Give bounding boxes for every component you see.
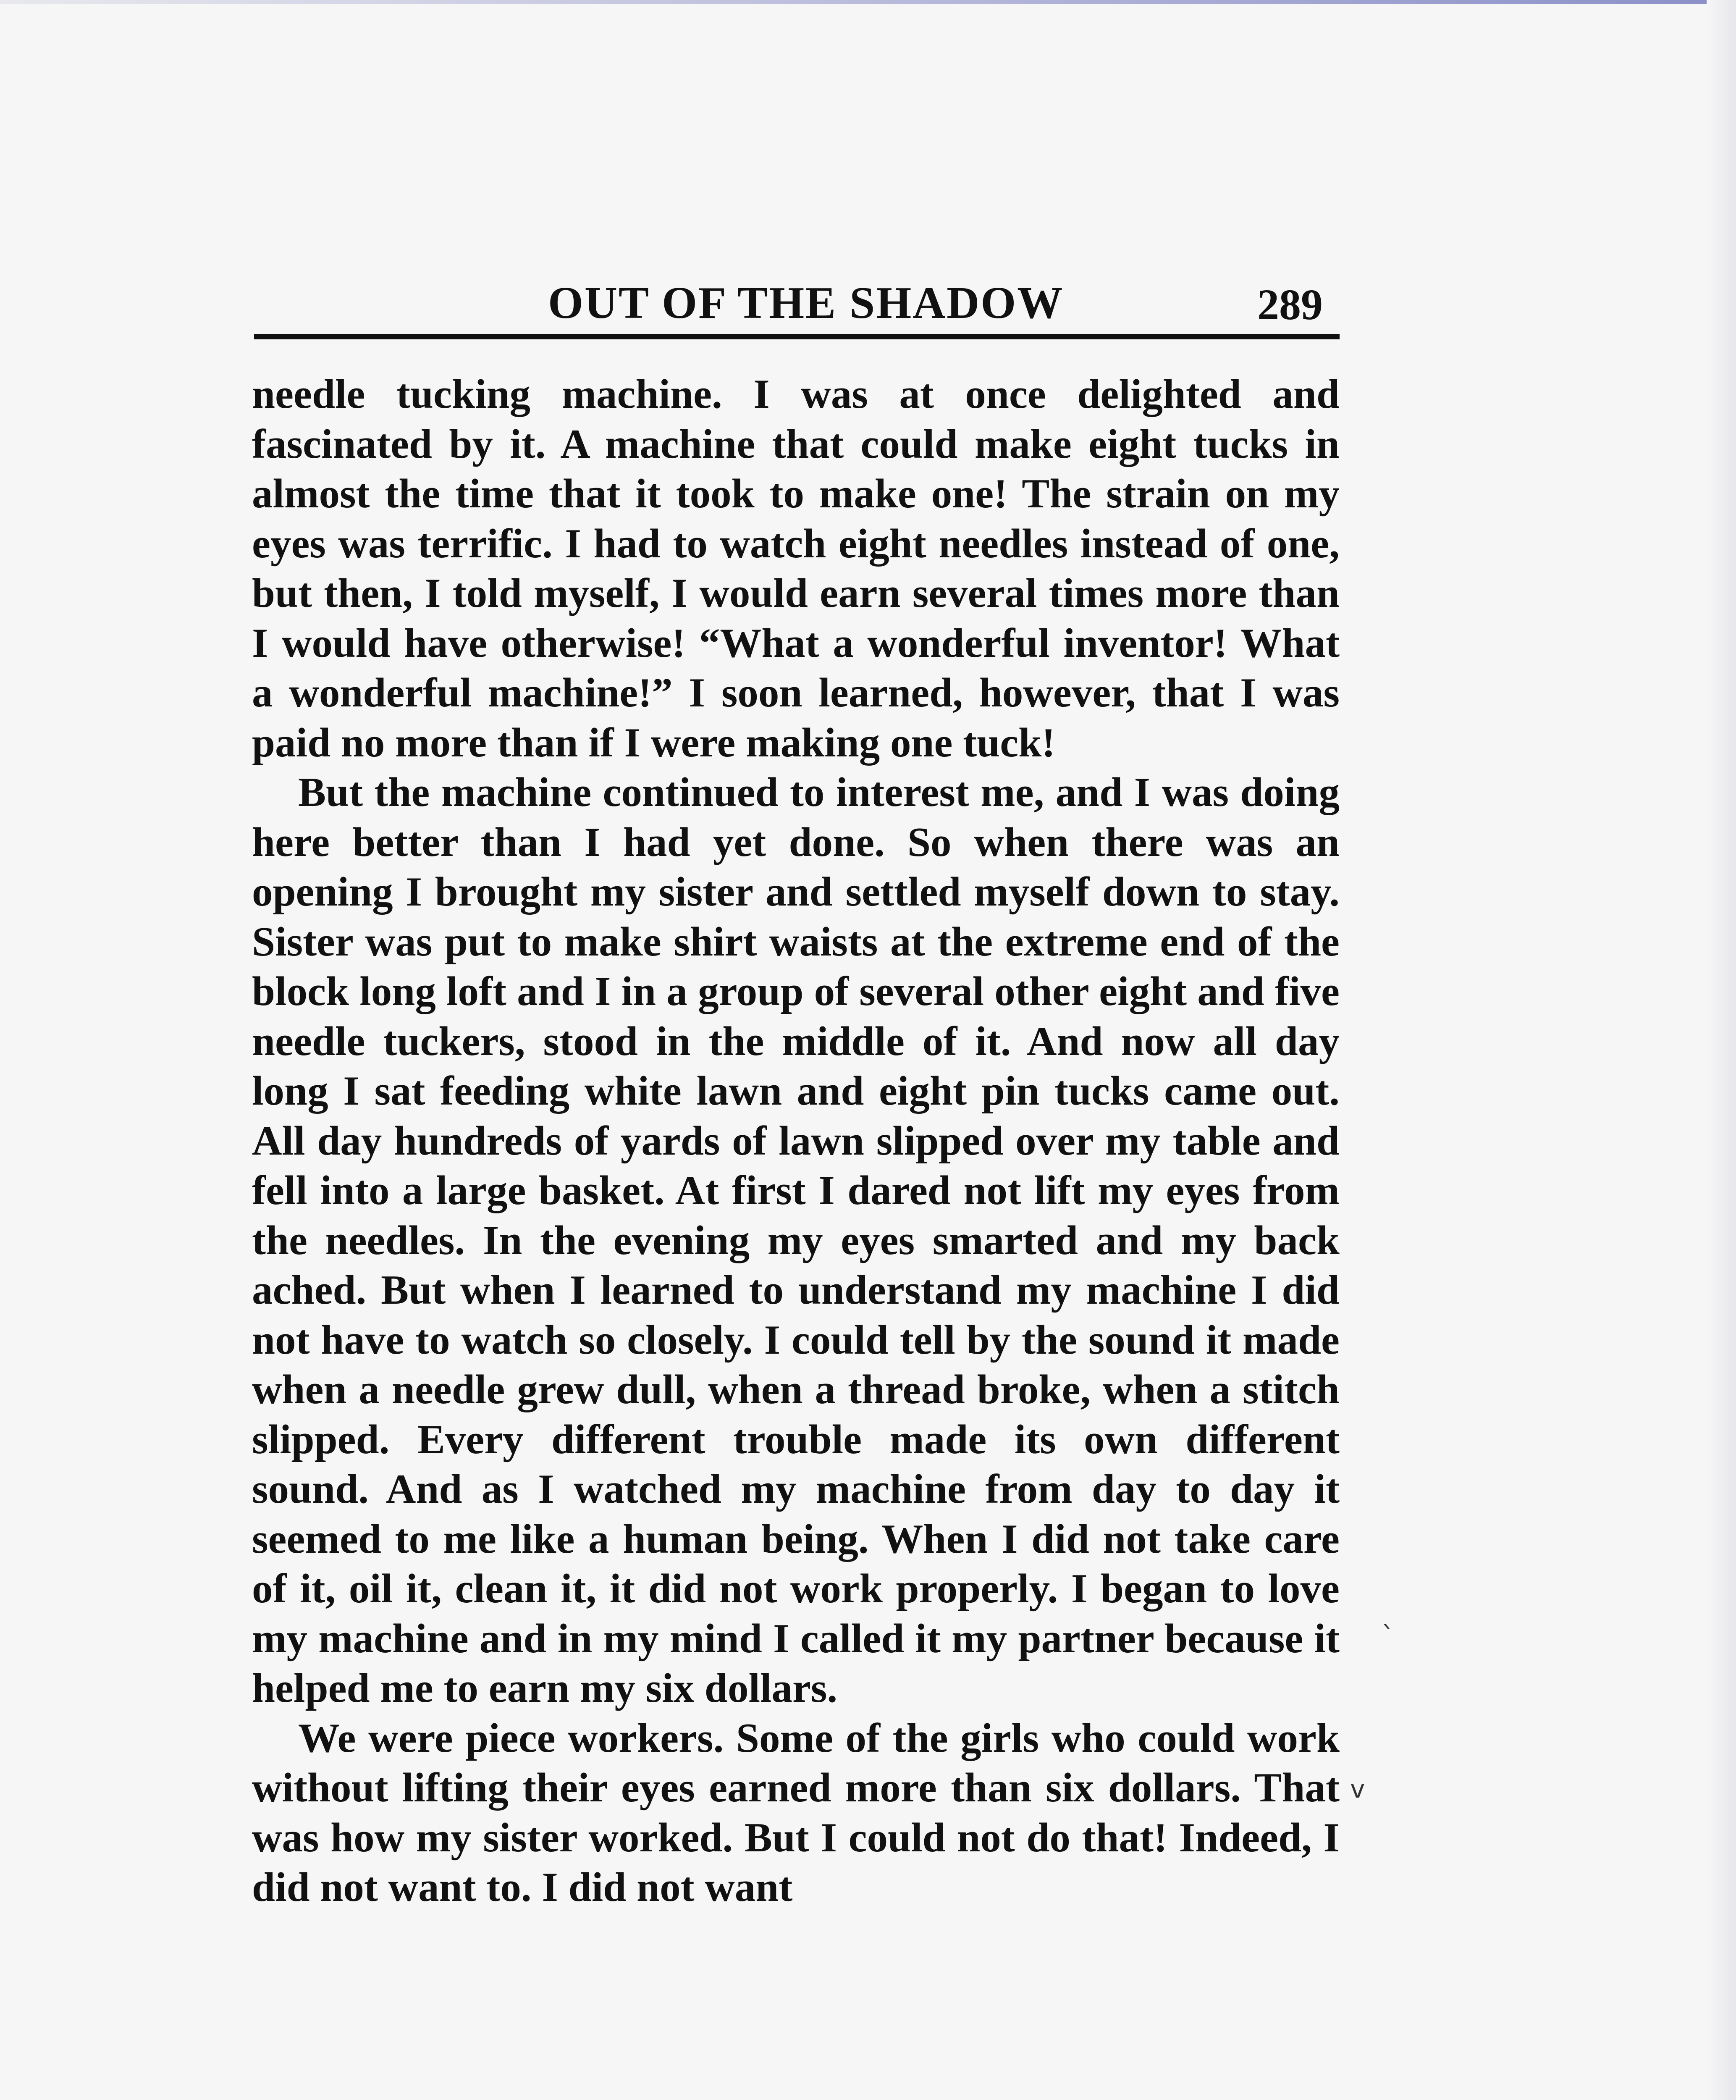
paragraph-3: We were piece workers. Some of the girls who could work without lifting their eyes earned more than six dollars. That was how my sister worked. But I could not do that! Indeed, I did not want to. I did not want	[252, 1715, 1340, 1910]
page-header	[254, 277, 1340, 336]
paragraph-1: needle tucking machine. I was at once delighted and fascinated by it. A machine that could make eight tucks in almost the time that it took to make one! The strain on my eyes was terrific. I had to watch eight needles instead of one, but then, I told myself, I would earn several times more than I would have otherwise! “What a wonderful inventor! What a wonderful machine!” I soon learned, however, that I was paid no more than if I were making one tuck!	[252, 371, 1340, 766]
paragraph-2: But the machine continued to interest me, and I was doing here better than I had yet done. So when there was an opening I brought my sister and settled myself down to stay. Sister was put to make shirt waists at the extreme end of the block long loft and I in a group of several other eight and five needle tuckers, stood in the middle of it. And now all day long I sat feeding white lawn and eight pin tucks came out. All day hundreds of yards of lawn slipped over my table and fell into a large basket. At first I dared not lift my eyes from the needles. In the evening my eyes smarted and my back ached. But when I learned to understand my machine I did not have to watch so closely. I could tell by the sound it made when a needle grew dull, when a thread broke, when a stitch slipped. Every different trouble made its own different sound. And as I watched my machine from day to day it seemed to me like a human being. When I did not take care of it, oil it, clean it, it did not work properly. I began to love my machine and in my mind I called it my partner because it helped me to earn my six dollars.	[252, 769, 1340, 1711]
page-number: 289	[1257, 281, 1323, 329]
header-rule	[254, 334, 1340, 339]
margin-tick-mark: ˋ	[1382, 1621, 1394, 1651]
page-top-edge	[0, 0, 1736, 4]
body-text	[252, 370, 1340, 1913]
running-title: OUT OF THE SHADOW	[548, 278, 1064, 328]
page-right-edge	[1707, 0, 1736, 2100]
margin-check-mark: v	[1350, 1774, 1365, 1804]
